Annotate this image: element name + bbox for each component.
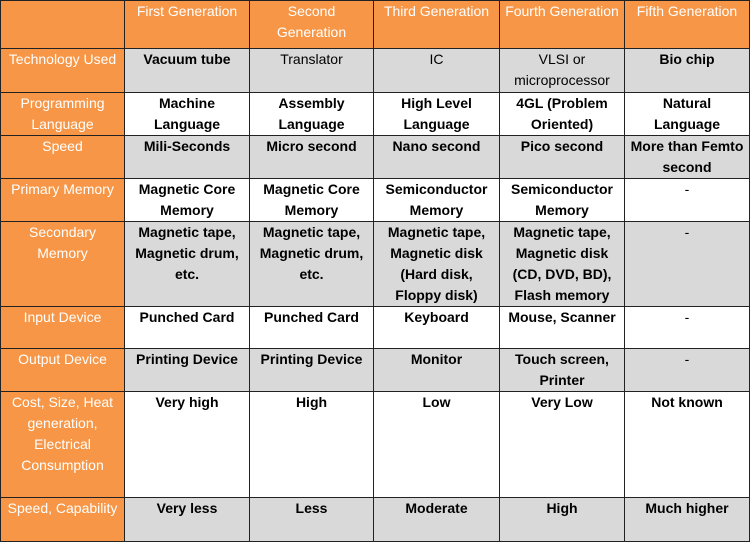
row-label: Input Device	[1, 307, 125, 349]
table-cell: High Level Language	[374, 93, 500, 136]
table-cell: -	[625, 179, 750, 222]
table-cell: More than Femto second	[625, 136, 750, 179]
table-cell: -	[625, 349, 750, 392]
table-cell: Assembly Language	[250, 93, 374, 136]
table-cell: Mouse, Scanner	[500, 307, 625, 349]
row-label: Technology Used	[1, 49, 125, 93]
table-cell: Punched Card	[250, 307, 374, 349]
table-cell: Bio chip	[625, 49, 750, 93]
table-row-speed	[1, 136, 750, 179]
table-cell: Translator	[250, 49, 374, 93]
header-fifth-generation: Fifth Generation	[625, 1, 750, 49]
table-cell: Much higher	[625, 498, 750, 542]
table-cell: Very high	[125, 392, 250, 498]
row-label: Secondary Memory	[1, 222, 125, 307]
table-cell: Magnetic tape, Magnetic drum, etc.	[250, 222, 374, 307]
table-cell: Printing Device	[250, 349, 374, 392]
table-cell: Monitor	[374, 349, 500, 392]
table-row-primary-memory	[1, 179, 750, 222]
table-row-output-device	[1, 349, 750, 392]
table-cell: Natural Language	[625, 93, 750, 136]
table-cell: Semiconductor Memory	[374, 179, 500, 222]
table-row-programming-language	[1, 93, 750, 136]
table-cell: Very Low	[500, 392, 625, 498]
row-label: Primary Memory	[1, 179, 125, 222]
table-cell: High	[250, 392, 374, 498]
row-label: Output Device	[1, 349, 125, 392]
table-cell: IC	[374, 49, 500, 93]
row-label: Speed, Capability	[1, 498, 125, 542]
table-cell: High	[500, 498, 625, 542]
table-cell: Micro second	[250, 136, 374, 179]
table-cell: Pico second	[500, 136, 625, 179]
table-cell: Less	[250, 498, 374, 542]
table-cell: 4GL (Problem Oriented)	[500, 93, 625, 136]
table-cell: -	[625, 307, 750, 349]
table-cell: Very less	[125, 498, 250, 542]
table-cell: Low	[374, 392, 500, 498]
table-cell: Touch screen, Printer	[500, 349, 625, 392]
header-second-generation: Second Generation	[250, 1, 374, 49]
header-row	[1, 1, 750, 49]
table-cell: Machine Language	[125, 93, 250, 136]
row-label: Programming Language	[1, 93, 125, 136]
header-third-generation: Third Generation	[374, 1, 500, 49]
table-row-secondary-memory	[1, 222, 750, 307]
table-cell: Mili-Seconds	[125, 136, 250, 179]
table-cell: Semiconductor Memory	[500, 179, 625, 222]
table-cell: Printing Device	[125, 349, 250, 392]
table-cell: Keyboard	[374, 307, 500, 349]
table-row-input-device	[1, 307, 750, 349]
table-cell: Nano second	[374, 136, 500, 179]
table-row-speed-capability	[1, 498, 750, 542]
table-row-cost-size	[1, 392, 750, 498]
table-cell: VLSI or microprocessor	[500, 49, 625, 93]
table-cell: Punched Card	[125, 307, 250, 349]
table-cell: Vacuum tube	[125, 49, 250, 93]
row-label: Speed	[1, 136, 125, 179]
header-fourth-generation: Fourth Generation	[500, 1, 625, 49]
table-cell: Moderate	[374, 498, 500, 542]
table-cell: Magnetic Core Memory	[250, 179, 374, 222]
corner-cell	[1, 1, 125, 49]
table-cell: -	[625, 222, 750, 307]
table-cell: Magnetic Core Memory	[125, 179, 250, 222]
header-first-generation: First Generation	[125, 1, 250, 49]
row-label: Cost, Size, Heat generation, Electrical Consumption	[1, 392, 125, 498]
table-row-technology	[1, 49, 750, 93]
table-cell: Magnetic tape, Magnetic drum, etc.	[125, 222, 250, 307]
table-cell: Magnetic tape, Magnetic disk (CD, DVD, BD), Flash memory	[500, 222, 625, 307]
table-cell: Magnetic tape, Magnetic disk (Hard disk, Floppy disk)	[374, 222, 500, 307]
table-cell: Not known	[625, 392, 750, 498]
